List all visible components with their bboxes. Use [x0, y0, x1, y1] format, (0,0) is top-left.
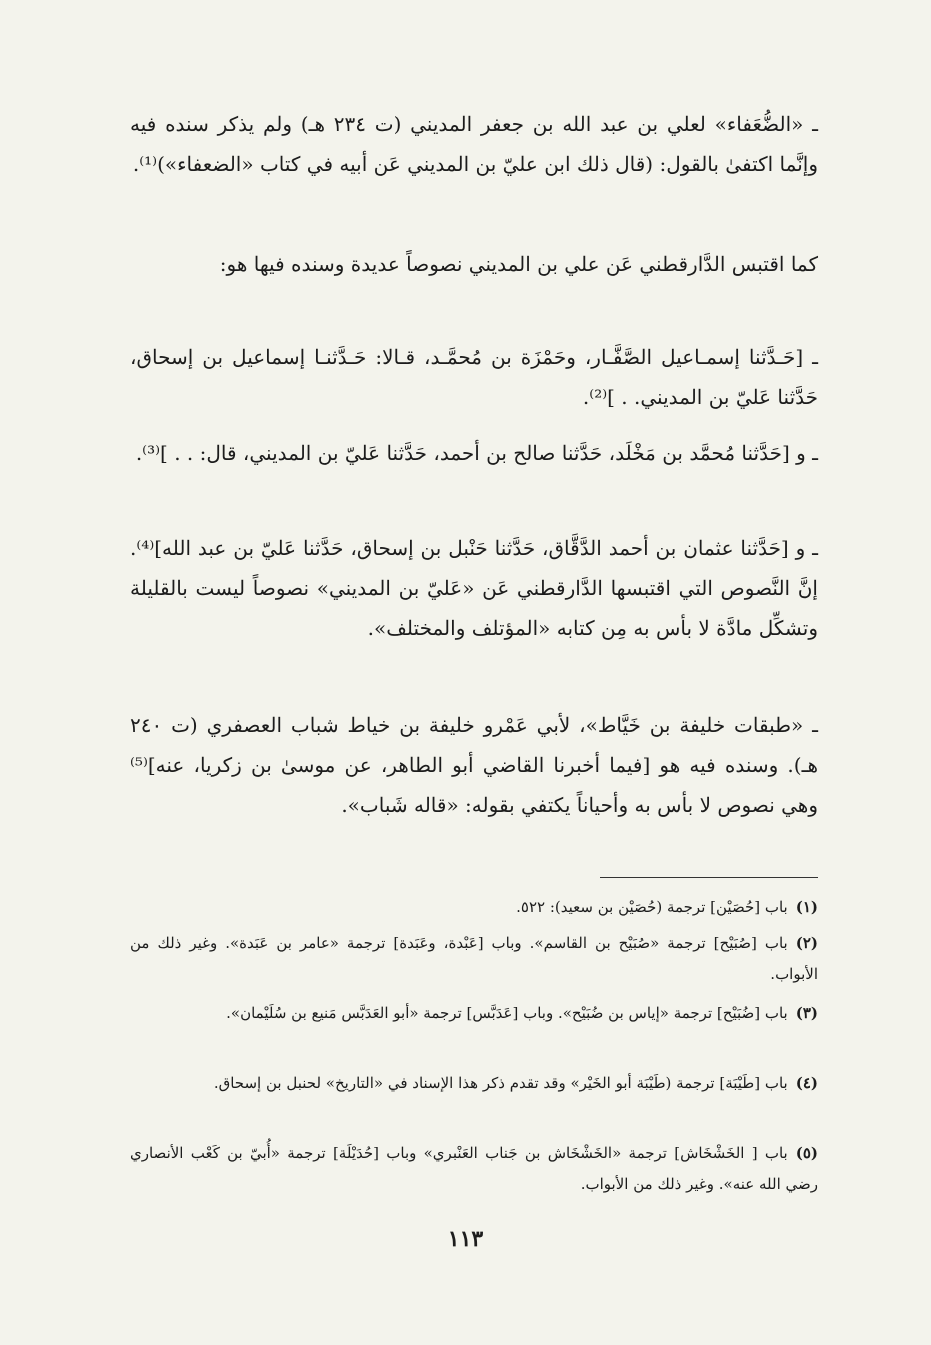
footnote-text: باب [صُبَيْح] ترجمة «صُبَيْح بن القاسم». وباب [عَبْدة، وعَبَدة] ترجمة «عامر بن عَبَدة». وغير ذلك من الأبواب. [130, 934, 818, 983]
footnote-text: باب [ضُبَيْح] ترجمة «إياس بن ضُبَيْح». وباب [عَدَبَّس] ترجمة «أبو العَدَبَّس مَنيع بن سُلَيْمان». [226, 1004, 788, 1022]
paragraph-isnad-2: ـ و [حَدَّثنا مُحمَّد بن مَخْلَد، حَدَّثنا صالح بن أحمد، حَدَّثنا عَليّ بن المديني، قال: . . ]⁽³⁾. [135, 441, 818, 465]
footnote-5 [130, 1138, 818, 1200]
footnote-number: (٢) [795, 934, 818, 952]
footnote-separator [600, 877, 818, 878]
footnote-1 [130, 892, 818, 923]
paragraph-du-afa: ـ «الضُّعَفاء» لعلي بن عبد الله بن جعفر المديني (ت ٢٣٤ هـ) ولم يذكر سنده فيه وإنَّما اكتفىٰ بالقول: (قال ذلك ابن عليّ بن المديني عَن أبيه في كتاب «الضعفاء»)⁽¹⁾. [130, 112, 818, 176]
page-number: ١١٣ [447, 1226, 484, 1252]
footnote-text: باب [طَيْبَة] ترجمة (طَيْبَة أبو الخَيْر» وقد تقدم ذكر هذا الإسناد في «التاريخ» لحنبل بن إسحاق. [213, 1074, 788, 1092]
footnote-number: (٥) [795, 1144, 818, 1162]
paragraph-isnad-1: ـ [حَـدَّثنا إسمـاعيل الصَّفَّـار، وحَمْزَة بن مُحمَّـد، قـالا: حَـدَّثنـا إسماعيل بن إسحاق، حَدَّثنا عَليّ بن المديني. . ]⁽²⁾. [130, 345, 818, 409]
footnote-number: (٣) [795, 1004, 818, 1022]
paragraph-isnad-3: ـ و [حَدَّثنا عثمان بن أحمد الدَّقَّاق، حَدَّثنا حَنْبل بن إسحاق، حَدَّثنا عَليّ بن عبد الله]⁽⁴⁾. إنَّ النَّصوص التي اقتبسها الدَّارقطني عَن «عَليّ بن المديني» نصوصاً ليست بالقليلة وتشكِّل مادَّة لا بأس به مِن كتابه «المؤتلف والمختلف». [130, 536, 818, 640]
paragraph-tabaqat-khalifa: ـ «طبقات خليفة بن خَيَّاط»، لأبي عَمْرو خليفة بن خياط شباب العصفري (ت ٢٤٠ هـ). وسنده فيه هو [فيما أخبرنا القاضي أبو الطاهر، عن موسىٰ بن زكريا، عنه]⁽⁵⁾ وهي نصوص لا بأس به وأحياناً يكتفي بقوله: «قاله شَباب». [130, 713, 818, 817]
footnote-4 [130, 1068, 818, 1099]
footnote-text: باب [حُصَيْن] ترجمة (حُصَيْن بن سعيد): ٥٢٢. [516, 898, 788, 916]
footnote-text: باب [ الخَشْخَاش] ترجمة «الخَشْخَاش بن جَناب العَنْبري» وباب [حُدَيْلَة] ترجمة «أُبيّ بن كَعْب الأنصاري رضي الله عنه». وغير ذلك من الأبواب. [130, 1144, 818, 1193]
paragraph-daraqutni-intro: كما اقتبس الدَّارقطني عَن علي بن المديني نصوصاً عديدة وسنده فيها هو: [219, 252, 818, 276]
footnote-2 [130, 928, 818, 990]
footnote-3 [130, 998, 818, 1029]
footnote-number: (١) [795, 898, 818, 916]
footnote-number: (٤) [795, 1074, 818, 1092]
